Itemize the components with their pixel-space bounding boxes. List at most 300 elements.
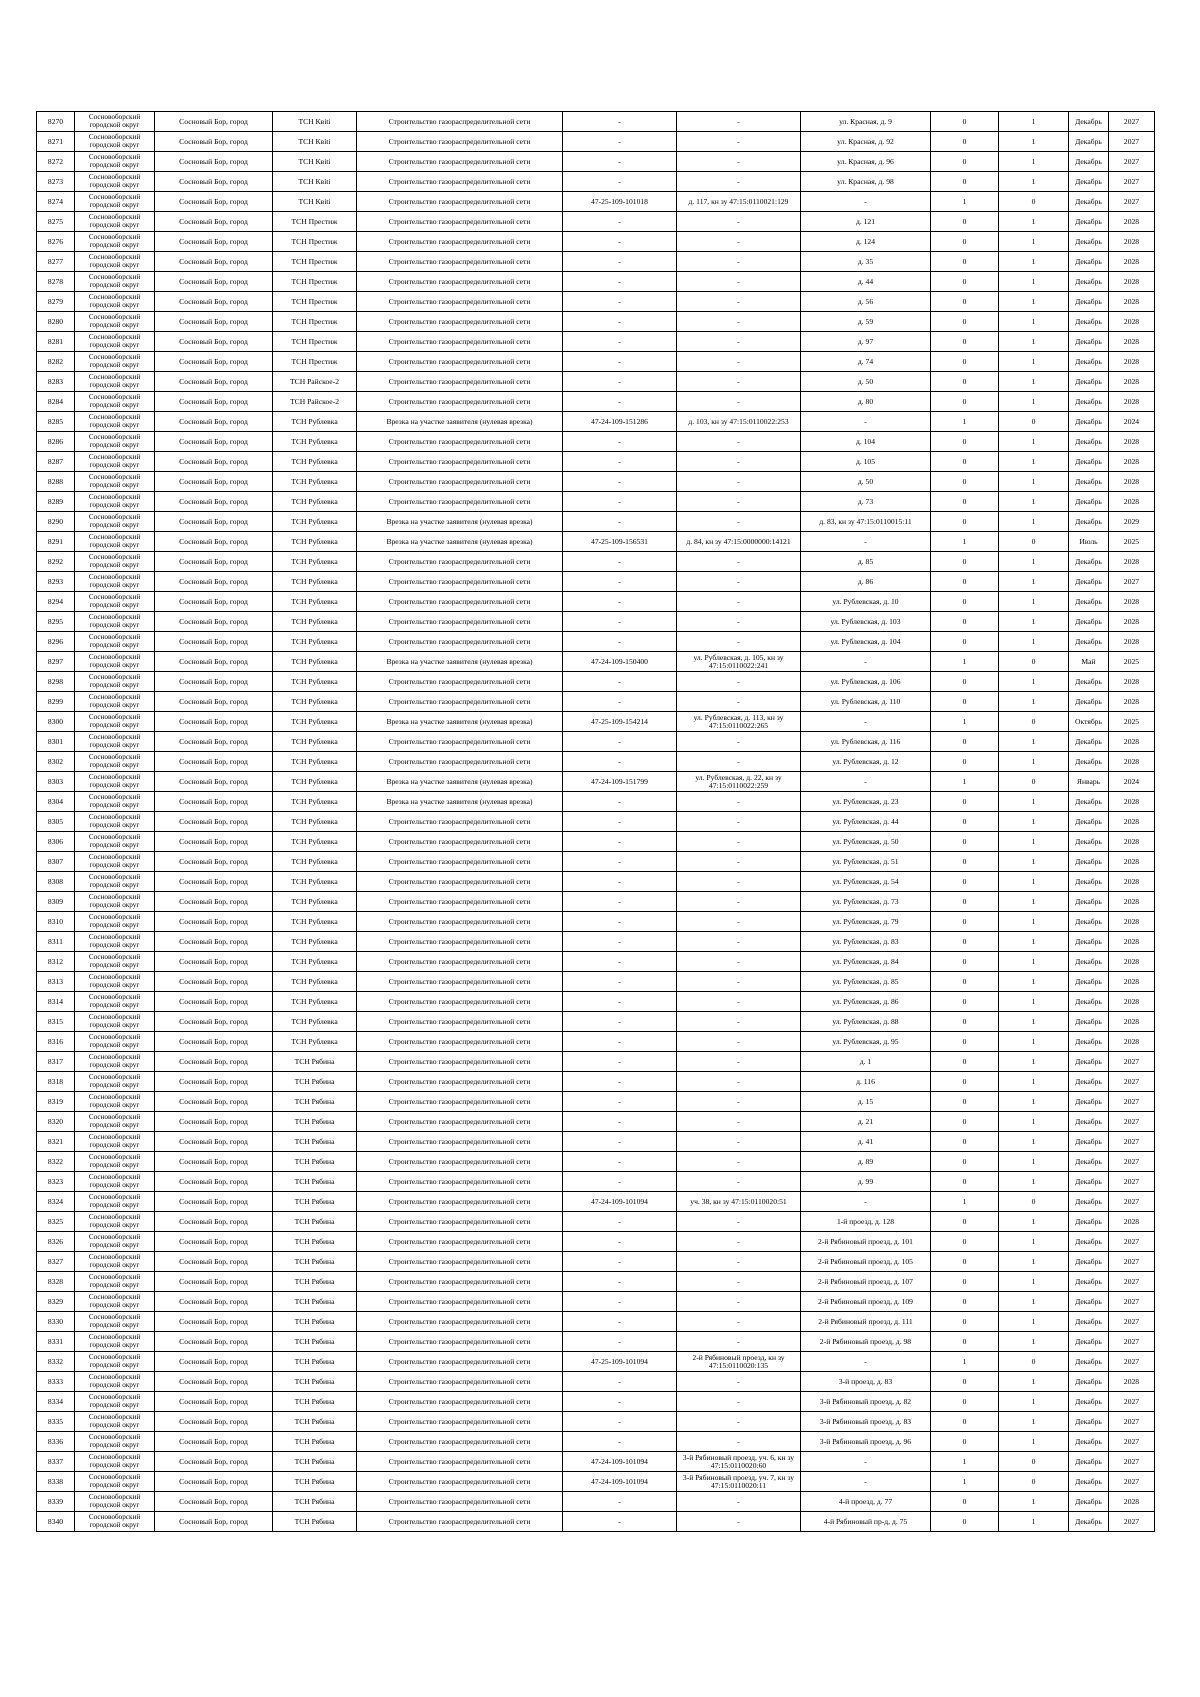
cell-contract-number: - [563, 112, 677, 132]
cell-quantity-a: 0 [931, 932, 999, 952]
cell-month: Декабрь [1069, 192, 1109, 212]
cell-settlement: Сосновый Бор, город [155, 172, 273, 192]
cell-cadastral-address: - [677, 212, 801, 232]
cell-row-number: 8275 [37, 212, 75, 232]
cell-contract-number: - [563, 452, 677, 472]
cell-cadastral-address: - [677, 1152, 801, 1172]
cell-year: 2029 [1109, 512, 1155, 532]
cell-district: Сосновоборский городской округ [75, 472, 155, 492]
cell-contract-number: - [563, 692, 677, 712]
cell-quantity-a: 0 [931, 152, 999, 172]
cell-month: Декабрь [1069, 852, 1109, 872]
cell-quantity-a: 0 [931, 372, 999, 392]
cell-quantity-a: 1 [931, 532, 999, 552]
cell-row-number: 8315 [37, 1012, 75, 1032]
cell-contract-number: - [563, 1032, 677, 1052]
cell-contract-number: - [563, 632, 677, 652]
cell-quantity-a: 0 [931, 972, 999, 992]
table-row [37, 1272, 1155, 1292]
cell-month: Декабрь [1069, 112, 1109, 132]
cell-month: Декабрь [1069, 692, 1109, 712]
cell-settlement: Сосновый Бор, город [155, 1012, 273, 1032]
cell-work-type: Строительство газораспределительной сети [357, 932, 563, 952]
cell-district: Сосновоборский городской округ [75, 952, 155, 972]
cell-row-number: 8284 [37, 392, 75, 412]
cell-month: Декабрь [1069, 332, 1109, 352]
cell-row-number: 8276 [37, 232, 75, 252]
cell-district: Сосновоборский городской округ [75, 572, 155, 592]
cell-cadastral-address: - [677, 1232, 801, 1252]
cell-month: Декабрь [1069, 1252, 1109, 1272]
cell-quantity-b: 0 [999, 1192, 1069, 1212]
cell-quantity-b: 1 [999, 1252, 1069, 1272]
cell-contract-number: - [563, 1092, 677, 1112]
cell-contract-number: - [563, 1232, 677, 1252]
cell-address: ул. Рублевская, д. 10 [801, 592, 931, 612]
cell-cadastral-address: - [677, 112, 801, 132]
cell-quantity-a: 0 [931, 1112, 999, 1132]
cell-contract-number: - [563, 1372, 677, 1392]
cell-cadastral-address: - [677, 512, 801, 532]
cell-address: ул. Рублевская, д. 51 [801, 852, 931, 872]
cell-cadastral-address: - [677, 1052, 801, 1072]
table-row [37, 1152, 1155, 1172]
table-row [37, 972, 1155, 992]
cell-quantity-a: 0 [931, 952, 999, 972]
cell-address: д. 97 [801, 332, 931, 352]
cell-cadastral-address: - [677, 732, 801, 752]
cell-partnership: ТСН Рябина [273, 1352, 357, 1372]
cell-work-type: Врезка на участке заявителя (нулевая врезка) [357, 412, 563, 432]
cell-row-number: 8309 [37, 892, 75, 912]
cell-year: 2028 [1109, 332, 1155, 352]
cell-year: 2028 [1109, 552, 1155, 572]
cell-quantity-a: 0 [931, 492, 999, 512]
cell-cadastral-address: - [677, 692, 801, 712]
cell-settlement: Сосновый Бор, город [155, 592, 273, 612]
cell-cadastral-address: - [677, 992, 801, 1012]
cell-district: Сосновоборский городской округ [75, 612, 155, 632]
cell-row-number: 8312 [37, 952, 75, 972]
cell-month: Декабрь [1069, 1352, 1109, 1372]
cell-year: 2028 [1109, 1032, 1155, 1052]
cell-settlement: Сосновый Бор, город [155, 752, 273, 772]
cell-district: Сосновоборский городской округ [75, 1092, 155, 1112]
cell-cadastral-address: - [677, 1512, 801, 1532]
table-row [37, 1132, 1155, 1152]
cell-cadastral-address: - [677, 332, 801, 352]
cell-year: 2028 [1109, 612, 1155, 632]
cell-work-type: Строительство газораспределительной сети [357, 1112, 563, 1132]
cell-quantity-a: 0 [931, 472, 999, 492]
cell-row-number: 8272 [37, 152, 75, 172]
cell-address: ул. Рублевская, д. 44 [801, 812, 931, 832]
cell-settlement: Сосновый Бор, город [155, 1032, 273, 1052]
table-row [37, 1432, 1155, 1452]
cell-quantity-b: 1 [999, 572, 1069, 592]
cell-cadastral-address: - [677, 472, 801, 492]
cell-month: Декабрь [1069, 152, 1109, 172]
cell-work-type: Строительство газораспределительной сети [357, 972, 563, 992]
cell-settlement: Сосновый Бор, город [155, 212, 273, 232]
cell-district: Сосновоборский городской округ [75, 192, 155, 212]
cell-cadastral-address: - [677, 832, 801, 852]
cell-row-number: 8325 [37, 1212, 75, 1232]
cell-address: ул. Красная, д. 98 [801, 172, 931, 192]
cell-contract-number: - [563, 1492, 677, 1512]
cell-partnership: ТСН Рублевка [273, 512, 357, 532]
cell-partnership: ТСН Престиж [273, 212, 357, 232]
cell-quantity-a: 0 [931, 1292, 999, 1312]
cell-month: Декабрь [1069, 912, 1109, 932]
cell-district: Сосновоборский городской округ [75, 1072, 155, 1092]
cell-partnership: ТСН Престиж [273, 272, 357, 292]
cell-settlement: Сосновый Бор, город [155, 932, 273, 952]
cell-work-type: Строительство газораспределительной сети [357, 1052, 563, 1072]
cell-partnership: ТСН Рябина [273, 1372, 357, 1392]
cell-district: Сосновоборский городской округ [75, 312, 155, 332]
cell-year: 2028 [1109, 1372, 1155, 1392]
cell-cadastral-address: - [677, 1412, 801, 1432]
table-row [37, 252, 1155, 272]
cell-settlement: Сосновый Бор, город [155, 1512, 273, 1532]
cell-row-number: 8278 [37, 272, 75, 292]
cell-cadastral-address: - [677, 1372, 801, 1392]
cell-cadastral-address: ул. Рублевская, д. 22, кн зу 47:15:0110022:259 [677, 772, 801, 792]
cell-district: Сосновоборский городской округ [75, 652, 155, 672]
cell-year: 2028 [1109, 452, 1155, 472]
cell-year: 2028 [1109, 892, 1155, 912]
cell-quantity-b: 1 [999, 112, 1069, 132]
cell-quantity-b: 1 [999, 292, 1069, 312]
cell-month: Декабрь [1069, 1012, 1109, 1032]
cell-contract-number: 47-25-109-154214 [563, 712, 677, 732]
cell-year: 2027 [1109, 1132, 1155, 1152]
cell-work-type: Строительство газораспределительной сети [357, 372, 563, 392]
cell-month: Декабрь [1069, 1372, 1109, 1392]
cell-district: Сосновоборский городской округ [75, 892, 155, 912]
cell-district: Сосновоборский городской округ [75, 252, 155, 272]
cell-partnership: ТСН Рублевка [273, 972, 357, 992]
cell-row-number: 8281 [37, 332, 75, 352]
cell-cadastral-address: - [677, 392, 801, 412]
cell-quantity-a: 0 [931, 392, 999, 412]
cell-quantity-a: 0 [931, 1392, 999, 1412]
table-row [37, 372, 1155, 392]
cell-settlement: Сосновый Бор, город [155, 192, 273, 212]
cell-settlement: Сосновый Бор, город [155, 632, 273, 652]
cell-contract-number: - [563, 252, 677, 272]
cell-address: д. 59 [801, 312, 931, 332]
table-row [37, 712, 1155, 732]
cell-settlement: Сосновый Бор, город [155, 612, 273, 632]
cell-year: 2027 [1109, 1392, 1155, 1412]
cell-quantity-a: 0 [931, 292, 999, 312]
cell-quantity-b: 1 [999, 472, 1069, 492]
cell-partnership: ТСН Квіti [273, 132, 357, 152]
cell-row-number: 8296 [37, 632, 75, 652]
cell-quantity-b: 1 [999, 852, 1069, 872]
cell-partnership: ТСН Рябина [273, 1052, 357, 1072]
cell-contract-number: - [563, 372, 677, 392]
cell-address: д. 124 [801, 232, 931, 252]
table-row [37, 552, 1155, 572]
cell-month: Декабрь [1069, 1452, 1109, 1472]
cell-year: 2028 [1109, 292, 1155, 312]
cell-district: Сосновоборский городской округ [75, 1192, 155, 1212]
cell-quantity-a: 0 [931, 1252, 999, 1272]
cell-settlement: Сосновый Бор, город [155, 892, 273, 912]
cell-work-type: Строительство газораспределительной сети [357, 1452, 563, 1472]
cell-quantity-b: 1 [999, 272, 1069, 292]
cell-quantity-a: 1 [931, 412, 999, 432]
cell-district: Сосновоборский городской округ [75, 1012, 155, 1032]
cell-cadastral-address: - [677, 1292, 801, 1312]
cell-partnership: ТСН Рублевка [273, 952, 357, 972]
cell-month: Декабрь [1069, 1212, 1109, 1232]
cell-settlement: Сосновый Бор, город [155, 132, 273, 152]
cell-month: Декабрь [1069, 252, 1109, 272]
cell-contract-number: - [563, 1112, 677, 1132]
cell-settlement: Сосновый Бор, город [155, 1152, 273, 1172]
cell-contract-number: 47-25-109-156531 [563, 532, 677, 552]
cell-partnership: ТСН Рябина [273, 1492, 357, 1512]
cell-partnership: ТСН Рябина [273, 1512, 357, 1532]
cell-month: Декабрь [1069, 1232, 1109, 1252]
cell-cadastral-address: уч. 38, кн зу 47:15:0110020:51 [677, 1192, 801, 1212]
cell-district: Сосновоборский городской округ [75, 1352, 155, 1372]
table-row [37, 832, 1155, 852]
cell-address: ул. Рублевская, д. 104 [801, 632, 931, 652]
table-row [37, 1192, 1155, 1212]
cell-contract-number: - [563, 972, 677, 992]
cell-settlement: Сосновый Бор, город [155, 1212, 273, 1232]
cell-row-number: 8324 [37, 1192, 75, 1212]
cell-row-number: 8313 [37, 972, 75, 992]
cell-partnership: ТСН Престиж [273, 312, 357, 332]
cell-quantity-a: 0 [931, 1152, 999, 1172]
cell-address: 3-й Рябиновый проезд, д. 96 [801, 1432, 931, 1452]
cell-quantity-b: 1 [999, 492, 1069, 512]
cell-year: 2027 [1109, 112, 1155, 132]
table-row [37, 492, 1155, 512]
cell-year: 2028 [1109, 472, 1155, 492]
cell-settlement: Сосновый Бор, город [155, 652, 273, 672]
cell-quantity-a: 0 [931, 312, 999, 332]
cell-quantity-b: 1 [999, 1232, 1069, 1252]
cell-settlement: Сосновый Бор, город [155, 252, 273, 272]
cell-quantity-b: 1 [999, 752, 1069, 772]
cell-contract-number: - [563, 1412, 677, 1432]
cell-partnership: ТСН Квіti [273, 172, 357, 192]
cell-partnership: ТСН Престиж [273, 252, 357, 272]
cell-address: д. 35 [801, 252, 931, 272]
cell-address: 3-й Рябиновый проезд, д. 83 [801, 1412, 931, 1432]
cell-quantity-b: 1 [999, 1432, 1069, 1452]
cell-row-number: 8337 [37, 1452, 75, 1472]
cell-quantity-a: 0 [931, 352, 999, 372]
cell-settlement: Сосновый Бор, город [155, 872, 273, 892]
cell-row-number: 8299 [37, 692, 75, 712]
cell-address: ул. Красная, д. 96 [801, 152, 931, 172]
cell-row-number: 8297 [37, 652, 75, 672]
cell-work-type: Строительство газораспределительной сети [357, 112, 563, 132]
cell-row-number: 8305 [37, 812, 75, 832]
cell-year: 2027 [1109, 1092, 1155, 1112]
cell-cadastral-address: ул. Рублевская, д. 113, кн зу 47:15:0110022:265 [677, 712, 801, 732]
cell-year: 2027 [1109, 1512, 1155, 1532]
cell-partnership: ТСН Рублевка [273, 672, 357, 692]
cell-address: - [801, 192, 931, 212]
cell-cadastral-address: - [677, 812, 801, 832]
cell-month: Декабрь [1069, 392, 1109, 412]
cell-partnership: ТСН Рублевка [273, 1032, 357, 1052]
cell-settlement: Сосновый Бор, город [155, 452, 273, 472]
cell-quantity-b: 1 [999, 912, 1069, 932]
cell-address: д. 50 [801, 472, 931, 492]
cell-partnership: ТСН Рябина [273, 1392, 357, 1412]
cell-work-type: Строительство газораспределительной сети [357, 852, 563, 872]
cell-address: ул. Рублевская, д. 79 [801, 912, 931, 932]
cell-month: Декабрь [1069, 992, 1109, 1012]
cell-work-type: Строительство газораспределительной сети [357, 212, 563, 232]
cell-quantity-a: 0 [931, 1032, 999, 1052]
cell-quantity-b: 1 [999, 1052, 1069, 1072]
table-row [37, 172, 1155, 192]
cell-contract-number: - [563, 392, 677, 412]
cell-cadastral-address: - [677, 1172, 801, 1192]
cell-work-type: Строительство газораспределительной сети [357, 132, 563, 152]
cell-row-number: 8304 [37, 792, 75, 812]
cell-work-type: Строительство газораспределительной сети [357, 252, 563, 272]
cell-cadastral-address: - [677, 232, 801, 252]
cell-settlement: Сосновый Бор, город [155, 1492, 273, 1512]
cell-settlement: Сосновый Бор, город [155, 792, 273, 812]
cell-month: Декабрь [1069, 812, 1109, 832]
cell-work-type: Врезка на участке заявителя (нулевая врезка) [357, 792, 563, 812]
table-row [37, 1092, 1155, 1112]
cell-district: Сосновоборский городской округ [75, 1512, 155, 1532]
cell-quantity-a: 0 [931, 1332, 999, 1352]
cell-cadastral-address: - [677, 152, 801, 172]
table-row [37, 892, 1155, 912]
cell-district: Сосновоборский городской округ [75, 1172, 155, 1192]
cell-quantity-b: 1 [999, 1292, 1069, 1312]
cell-quantity-b: 0 [999, 1352, 1069, 1372]
cell-row-number: 8293 [37, 572, 75, 592]
cell-district: Сосновоборский городской округ [75, 912, 155, 932]
cell-row-number: 8320 [37, 1112, 75, 1132]
cell-contract-number: 47-24-109-150400 [563, 652, 677, 672]
cell-address: 2-й Рябиновый проезд, д. 105 [801, 1252, 931, 1272]
table-row [37, 332, 1155, 352]
cell-quantity-b: 0 [999, 1452, 1069, 1472]
cell-row-number: 8301 [37, 732, 75, 752]
cell-district: Сосновоборский городской округ [75, 812, 155, 832]
cell-quantity-b: 1 [999, 1512, 1069, 1532]
cell-quantity-b: 1 [999, 352, 1069, 372]
cell-work-type: Строительство газораспределительной сети [357, 1472, 563, 1492]
cell-work-type: Строительство газораспределительной сети [357, 1332, 563, 1352]
cell-cadastral-address: - [677, 1312, 801, 1332]
cell-cadastral-address: - [677, 1072, 801, 1092]
cell-partnership: ТСН Рублевка [273, 812, 357, 832]
cell-row-number: 8288 [37, 472, 75, 492]
cell-work-type: Строительство газораспределительной сети [357, 1392, 563, 1412]
cell-year: 2025 [1109, 532, 1155, 552]
cell-settlement: Сосновый Бор, город [155, 512, 273, 532]
cell-cadastral-address: - [677, 852, 801, 872]
cell-year: 2028 [1109, 232, 1155, 252]
cell-contract-number: - [563, 1172, 677, 1192]
cell-work-type: Строительство газораспределительной сети [357, 992, 563, 1012]
cell-cadastral-address: - [677, 612, 801, 632]
cell-address: д. 41 [801, 1132, 931, 1152]
cell-work-type: Строительство газораспределительной сети [357, 452, 563, 472]
cell-month: Декабрь [1069, 292, 1109, 312]
cell-quantity-a: 0 [931, 812, 999, 832]
cell-quantity-a: 0 [931, 172, 999, 192]
cell-quantity-b: 0 [999, 192, 1069, 212]
cell-partnership: ТСН Рублевка [273, 752, 357, 772]
cell-row-number: 8338 [37, 1472, 75, 1492]
cell-row-number: 8308 [37, 872, 75, 892]
cell-quantity-b: 1 [999, 592, 1069, 612]
cell-district: Сосновоборский городской округ [75, 392, 155, 412]
cell-month: Декабрь [1069, 132, 1109, 152]
cell-district: Сосновоборский городской округ [75, 552, 155, 572]
cell-cadastral-address: - [677, 272, 801, 292]
cell-address: ул. Рублевская, д. 106 [801, 672, 931, 692]
cell-address: д. 56 [801, 292, 931, 312]
cell-row-number: 8329 [37, 1292, 75, 1312]
cell-year: 2024 [1109, 412, 1155, 432]
cell-work-type: Строительство газораспределительной сети [357, 592, 563, 612]
cell-row-number: 8287 [37, 452, 75, 472]
cell-contract-number: - [563, 1152, 677, 1172]
table-row [37, 1452, 1155, 1472]
table-row [37, 1392, 1155, 1412]
cell-quantity-b: 1 [999, 552, 1069, 572]
cell-quantity-a: 1 [931, 712, 999, 732]
cell-district: Сосновоборский городской округ [75, 1412, 155, 1432]
cell-quantity-b: 1 [999, 972, 1069, 992]
cell-row-number: 8336 [37, 1432, 75, 1452]
cell-cadastral-address: 3-й Рябиновый проезд, уч. 7, кн зу 47:15:0110020:11 [677, 1472, 801, 1492]
cell-quantity-a: 0 [931, 1232, 999, 1252]
cell-cadastral-address: - [677, 492, 801, 512]
cell-address: 1-й проезд, д. 128 [801, 1212, 931, 1232]
cell-partnership: ТСН Рублевка [273, 852, 357, 872]
cell-quantity-a: 0 [931, 1052, 999, 1072]
cell-work-type: Строительство газораспределительной сети [357, 1312, 563, 1332]
cell-cadastral-address: - [677, 952, 801, 972]
cell-quantity-b: 1 [999, 1372, 1069, 1392]
cell-settlement: Сосновый Бор, город [155, 732, 273, 752]
cell-row-number: 8298 [37, 672, 75, 692]
cell-quantity-b: 1 [999, 1412, 1069, 1432]
cell-partnership: ТСН Квіti [273, 192, 357, 212]
cell-year: 2027 [1109, 1192, 1155, 1212]
cell-quantity-a: 0 [931, 632, 999, 652]
cell-month: Декабрь [1069, 572, 1109, 592]
cell-partnership: ТСН Рублевка [273, 872, 357, 892]
cell-year: 2027 [1109, 1232, 1155, 1252]
cell-address: - [801, 532, 931, 552]
cell-partnership: ТСН Рябина [273, 1132, 357, 1152]
table-row [37, 192, 1155, 212]
cell-settlement: Сосновый Бор, город [155, 1352, 273, 1372]
